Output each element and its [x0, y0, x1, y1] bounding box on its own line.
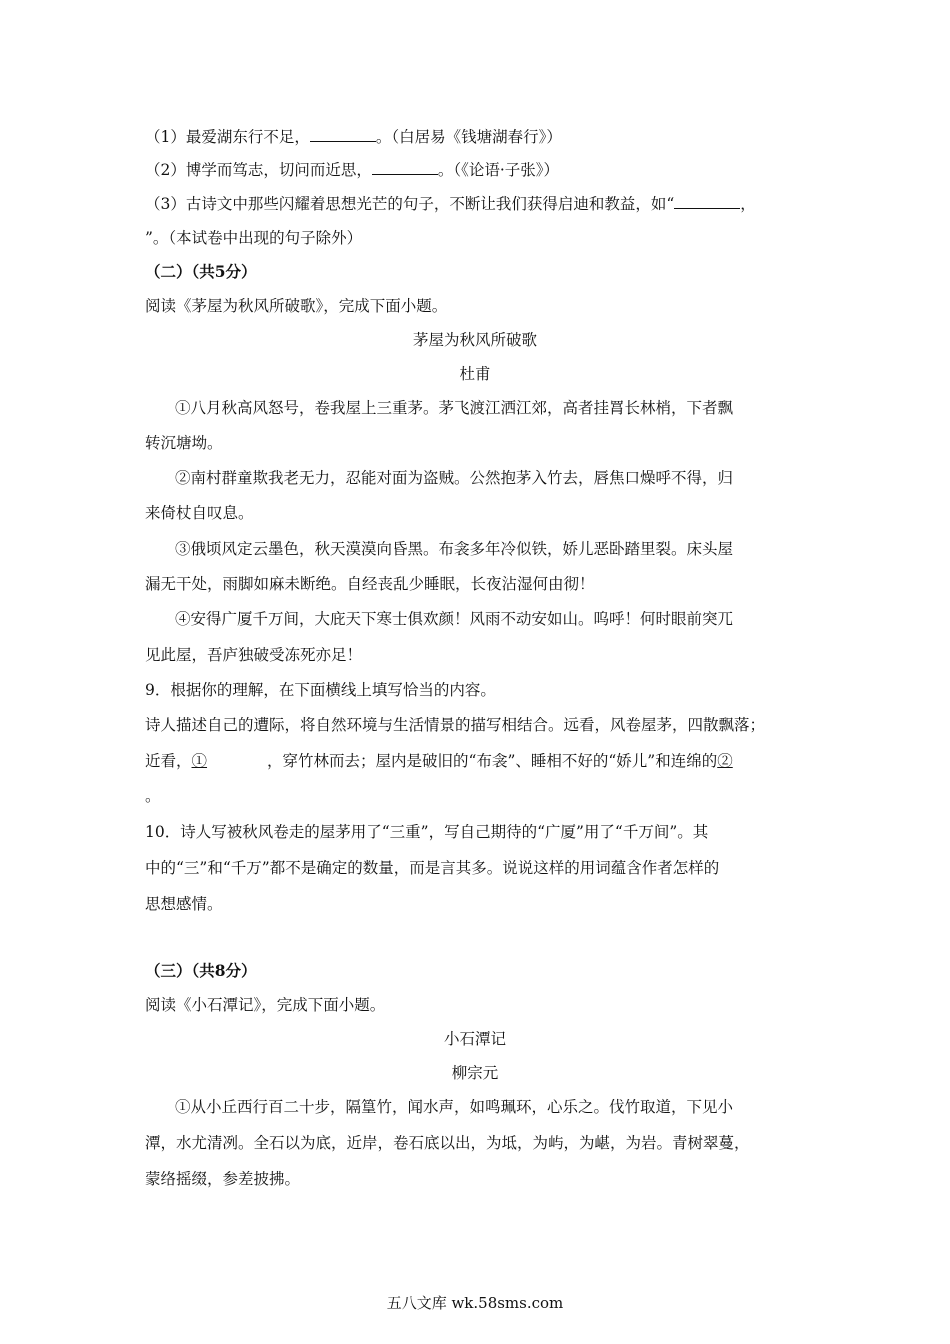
- section-2-intro: 阅读《茅屋为秋风所破歌》，完成下面小题。: [145, 297, 448, 315]
- prose-author: 柳宗元: [451, 1064, 499, 1082]
- poem-author: 杜甫: [459, 365, 491, 383]
- answer-blank-9-1[interactable]: ①: [191, 752, 208, 770]
- question-10-line-2: 中的“三”和“千万”都不是确定的数量，而是言其多。说说这样的用词蕴含作者怎样的: [145, 859, 720, 877]
- prose-para-1-line-3: 蒙络摇缀，参差披拂。: [145, 1170, 301, 1188]
- answer-blank-1[interactable]: [310, 126, 376, 142]
- section-3-intro: 阅读《小石潭记》，完成下面小题。: [145, 996, 386, 1014]
- stanza-3-line-1: ③俄顷风定云墨色，秋天漠漠向昏黑。布衾多年冷似铁，娇儿恶卧踏里裂。床头屋: [175, 540, 734, 558]
- answer-blank-3[interactable]: [674, 193, 740, 209]
- answer-blank-2[interactable]: [372, 159, 438, 175]
- question-3-line2: ”。（本试卷中出现的句子除外）: [145, 229, 363, 247]
- question-3: （3）古诗文中那些闪耀着思想光芒的句子，不断让我们获得启迪和教益，如“ ，: [145, 195, 756, 213]
- prose-title: 小石潭记: [443, 1030, 506, 1048]
- question-9-line-2: 近看，① ，穿竹林而去；屋内是破旧的“布衾”、睡相不好的“娇儿”和连绵的②: [145, 752, 733, 770]
- section-2-header: （二）（共5分）: [145, 262, 257, 281]
- answer-blank-9-2[interactable]: ②: [717, 752, 733, 770]
- section-3-header: （三）（共8分）: [145, 961, 257, 980]
- stanza-1-line-1: ①八月秋高风怒号，卷我屋上三重茅。茅飞渡江洒江郊，高者挂罥长林梢，下者飘: [175, 399, 734, 417]
- question-10-line-3: 思想感情。: [145, 895, 223, 913]
- question-9-line-3: 。: [145, 787, 161, 805]
- stanza-4-line-1: ④安得广厦千万间，大庇天下寒士俱欢颜！风雨不动安如山。呜呼！何时眼前突兀: [175, 610, 734, 628]
- stanza-4-line-2: 见此屋，吾庐独破受冻死亦足！: [145, 646, 363, 664]
- poem-title: 茅屋为秋风所破歌: [412, 331, 537, 349]
- prose-para-1-line-1: ①从小丘西行百二十步，隔篁竹，闻水声，如鸣珮环，心乐之。伐竹取道，下见小: [175, 1098, 734, 1116]
- stanza-2-line-1: ②南村群童欺我老无力，忍能对面为盗贼。公然抱茅入竹去，唇焦口燥呼不得，归: [175, 469, 734, 487]
- question-9-prompt: 9．根据你的理解，在下面横线上填写恰当的内容。: [145, 681, 496, 699]
- question-1: （1）最爱湖东行不足， 。（白居易《钱塘湖春行》）: [145, 128, 562, 146]
- stanza-1-line-2: 转沉塘坳。: [145, 434, 223, 452]
- stanza-2-line-2: 来倚杖自叹息。: [145, 504, 254, 522]
- footer-watermark: 五八文库 wk.58sms.com: [386, 1294, 564, 1312]
- question-2: （2）博学而笃志，切问而近思， 。（《论语·子张》）: [145, 161, 560, 179]
- question-9-line-1: 诗人描述自己的遭际，将自然环境与生活情景的描写相结合。远看，风卷屋茅，四散飘落；: [145, 716, 766, 734]
- stanza-3-line-2: 漏无干处，雨脚如麻未断绝。自经丧乱少睡眠，长夜沾湿何由彻！: [145, 575, 595, 593]
- prose-para-1-line-2: 潭，水尤清冽。全石以为底，近岸，卷石底以出，为坻，为屿，为嵁，为岩。青树翠蔓，: [145, 1134, 750, 1152]
- question-10-line-1: 10．诗人写被秋风卷走的屋茅用了“三重”，写自己期待的“广厦”用了“千万间”。其: [145, 823, 709, 841]
